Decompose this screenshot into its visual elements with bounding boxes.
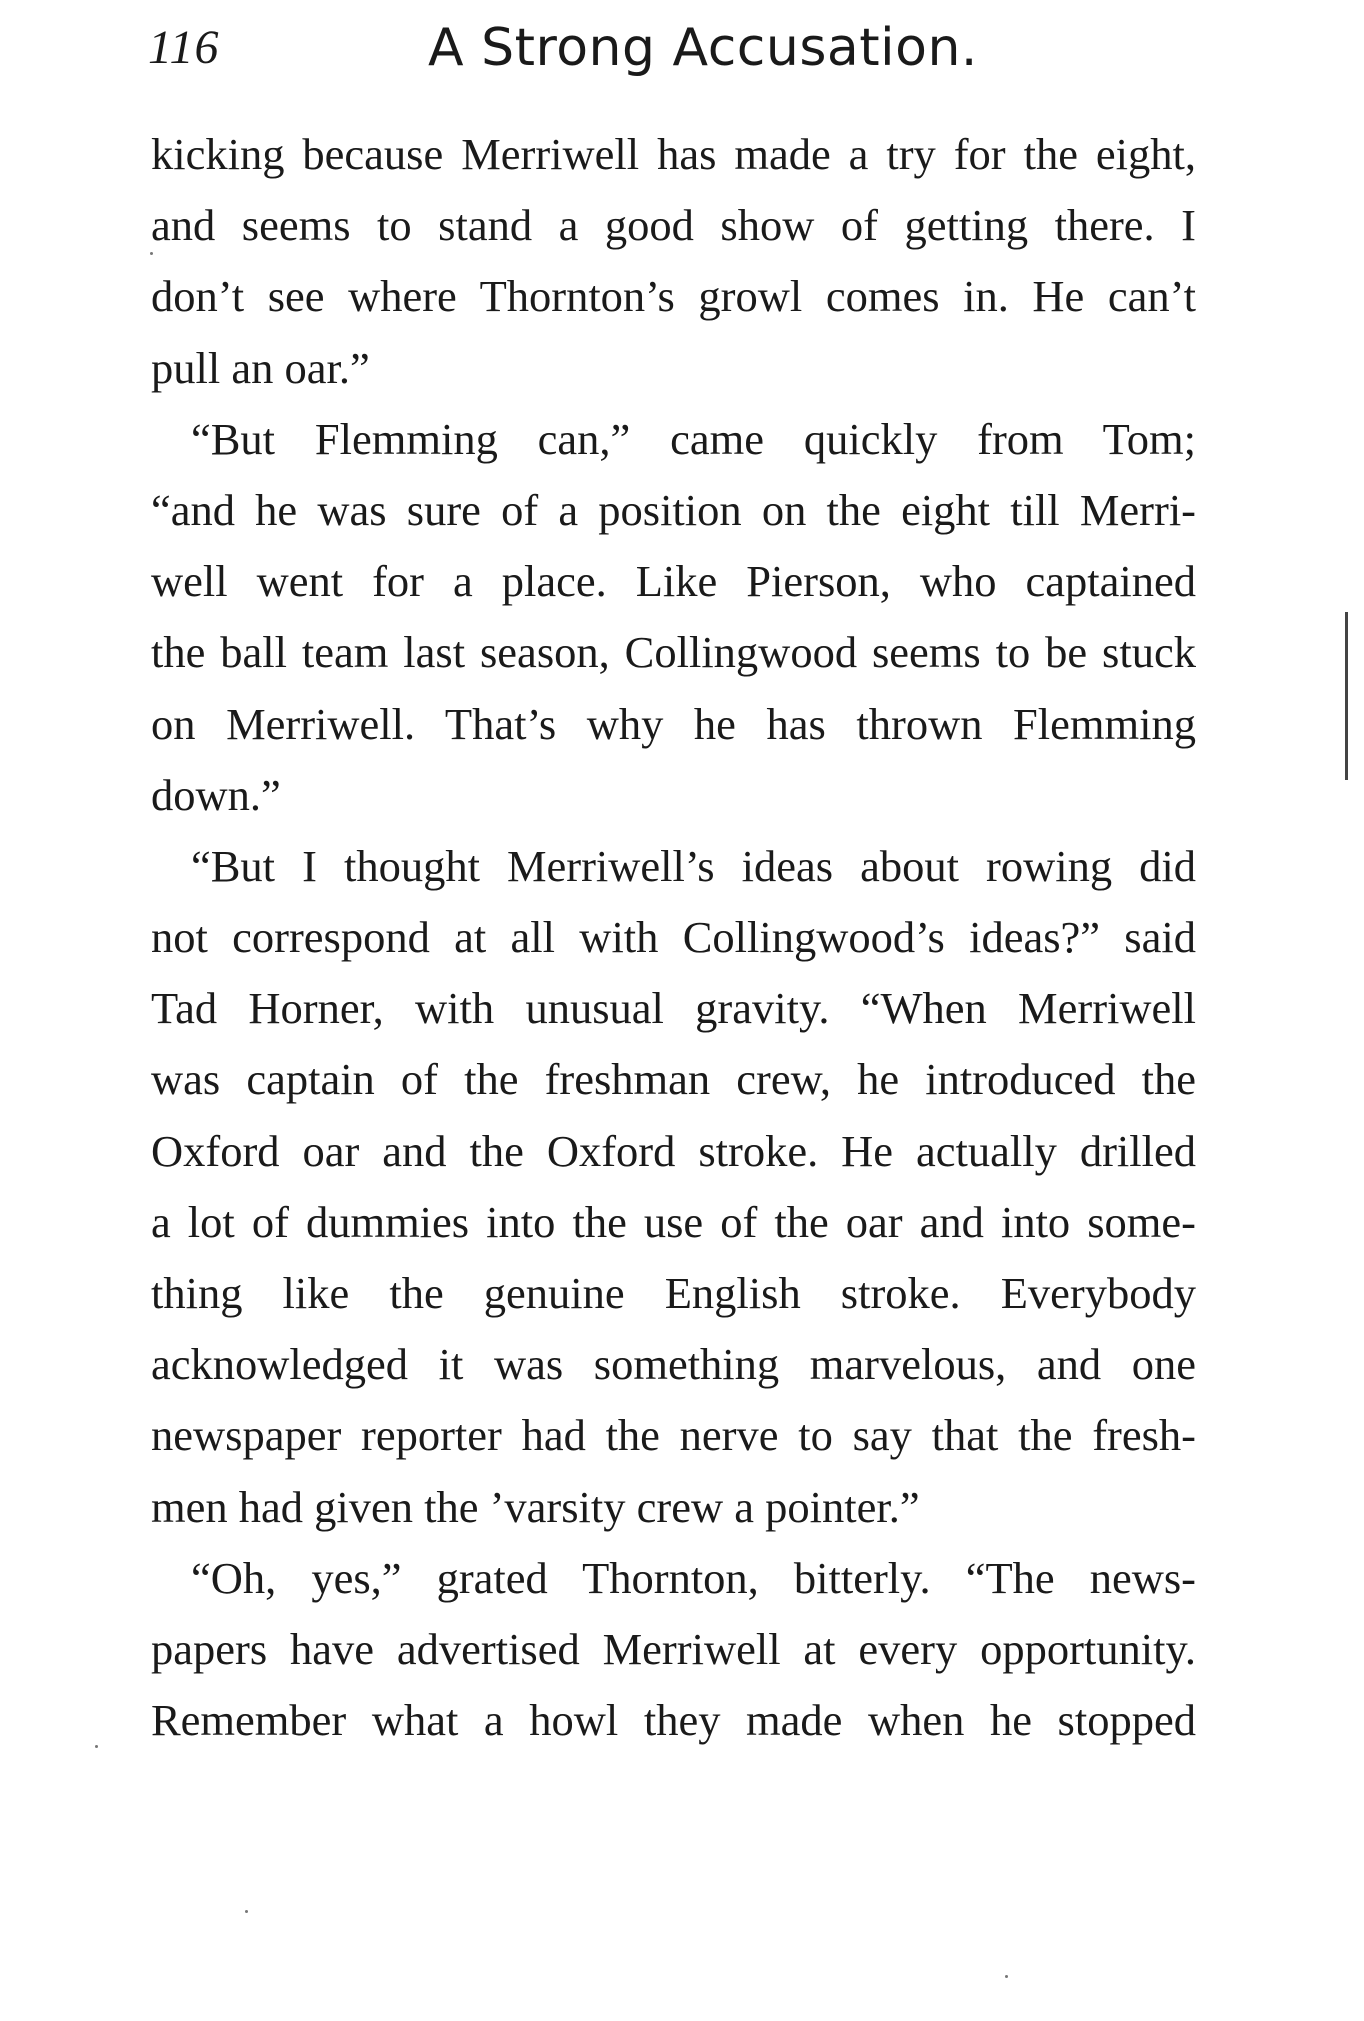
paper-speck [150, 252, 153, 255]
text-line: Remember what a howl they made when he stopped [151, 1695, 1196, 1746]
text-line: acknowledged it was something marvelous, and one [151, 1339, 1196, 1390]
text-line: “and he was sure of a position on the eight till Merri- [151, 484, 1196, 535]
text-line: “But I thought Merriwell’s ideas about rowing did [191, 840, 1196, 891]
body-text [151, 119, 1196, 1756]
text-line: well went for a place. Like Pierson, who captained [151, 556, 1196, 607]
running-title: A Strong Accusation. [428, 18, 978, 78]
text-line: newspaper reporter had the nerve to say that the fresh- [151, 1410, 1196, 1461]
paper-speck [245, 1910, 248, 1913]
text-line: on Merriwell. That’s why he has thrown Flemming [151, 698, 1196, 749]
page-header [148, 20, 1198, 90]
text-line: papers have advertised Merriwell at every opportunity. [151, 1623, 1196, 1674]
paper-speck [95, 1745, 98, 1748]
text-line: and seems to stand a good show of getting there. I [151, 200, 1196, 251]
text-line: “But Flemming can,” came quickly from Tom; [191, 413, 1196, 464]
text-line: kicking because Merriwell has made a try for the eight, [151, 129, 1196, 179]
text-line: pull an oar.” [151, 342, 370, 393]
text-line: not correspond at all with Collingwood’s ideas?” said [151, 912, 1196, 963]
text-line: thing like the genuine English stroke. Everybody [151, 1268, 1196, 1318]
text-line: was captain of the freshman crew, he introduced the [151, 1054, 1196, 1105]
page-edge-mark [1345, 612, 1348, 780]
text-line: the ball team last season, Collingwood seems to be stuck [151, 627, 1196, 678]
text-line: men had given the ’varsity crew a pointer.” [151, 1481, 920, 1532]
text-line: down.” [151, 769, 281, 820]
text-line: Tad Horner, with unusual gravity. “When Merriwell [151, 983, 1196, 1034]
paper-speck [1005, 1975, 1008, 1978]
text-line: don’t see where Thornton’s growl comes in. He can’t [151, 271, 1196, 322]
text-line: “Oh, yes,” grated Thornton, bitterly. “The news- [191, 1552, 1196, 1603]
text-line: a lot of dummies into the use of the oar and into some- [151, 1196, 1196, 1247]
page-number: 116 [148, 21, 220, 74]
text-line: Oxford oar and the Oxford stroke. He actually drilled [151, 1125, 1196, 1176]
